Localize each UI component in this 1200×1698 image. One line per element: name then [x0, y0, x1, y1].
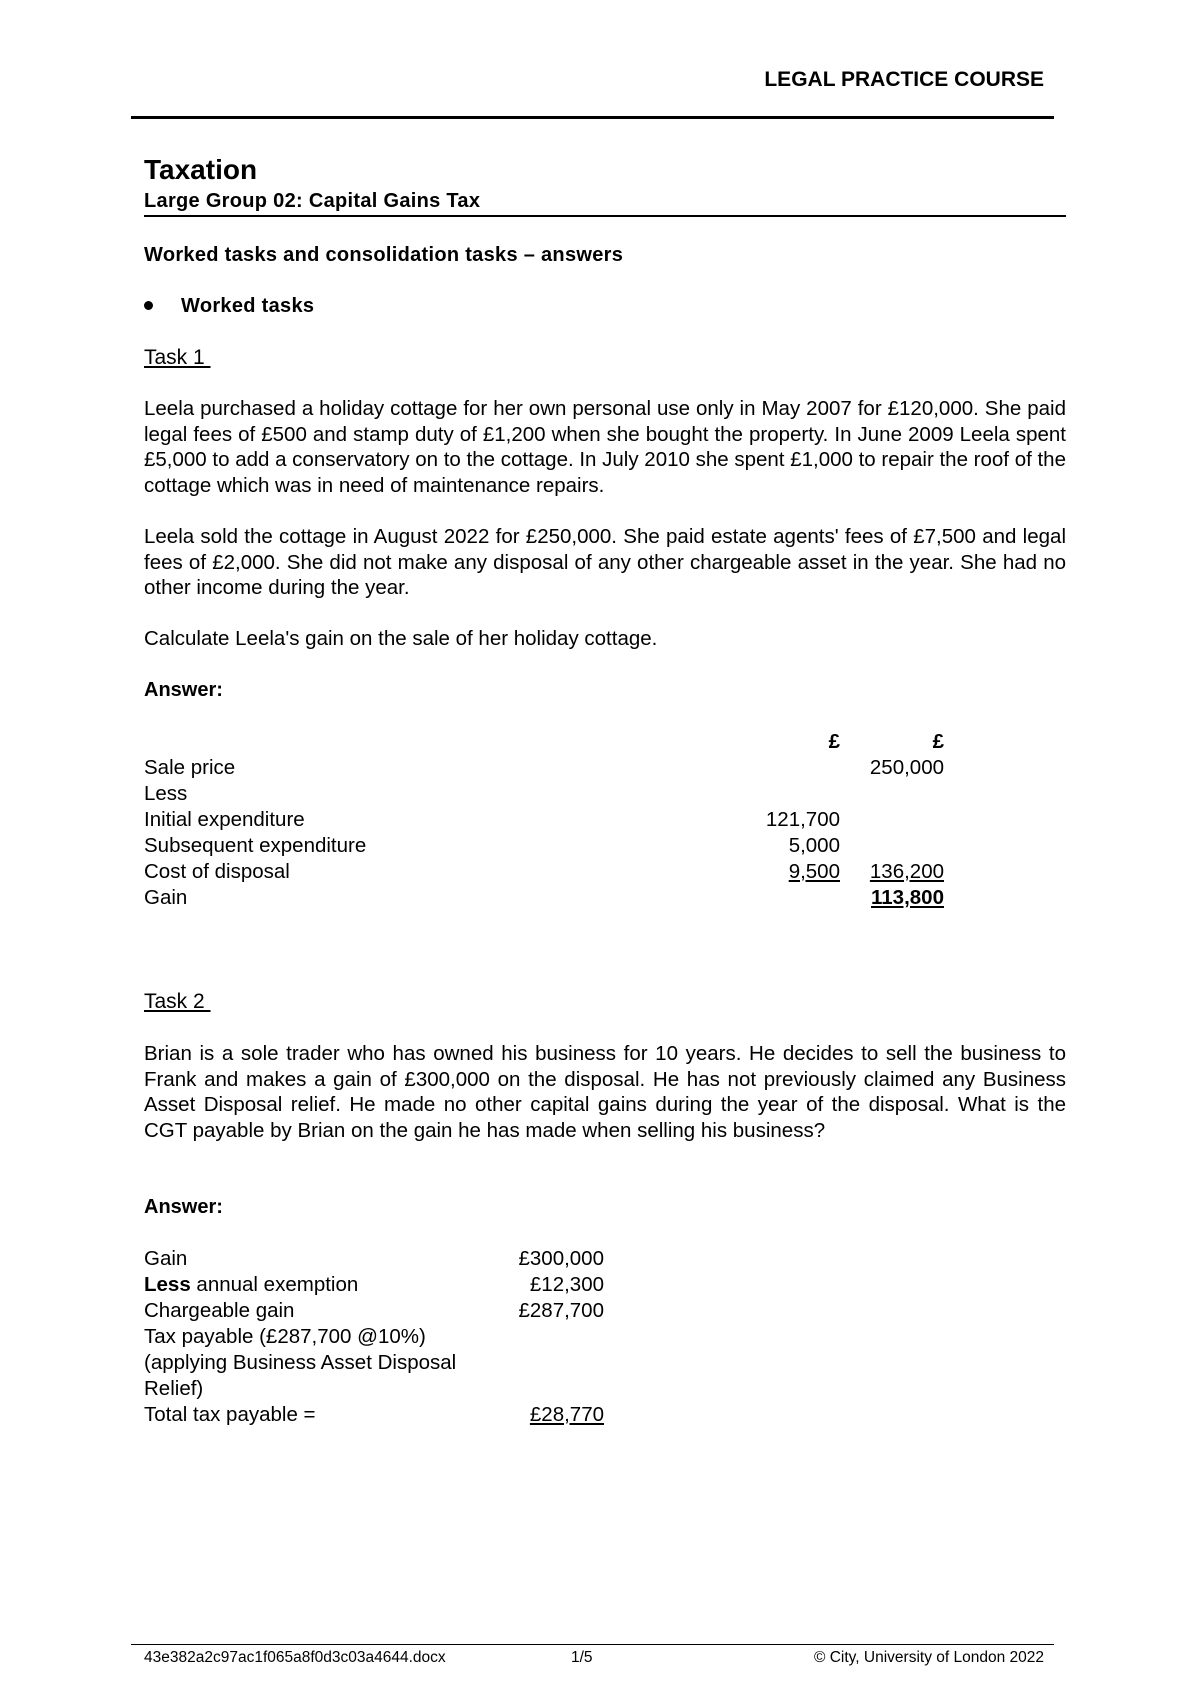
footer-page-number: 1/5 — [571, 1649, 593, 1666]
task1-question: Calculate Leela's gain on the sale of her holiday cottage. — [144, 627, 658, 650]
calc-label: Tax payable (£287,700 @10%) — [144, 1325, 426, 1348]
table-row — [144, 782, 944, 808]
row-label: Gain — [144, 886, 188, 909]
row-label: Sale price — [144, 756, 236, 779]
row-label: Initial expenditure — [144, 808, 305, 831]
total-tax-value: £28,770 — [529, 1403, 604, 1426]
row-label: Cost of disposal — [144, 860, 290, 883]
row-value-col2: 136,200 — [869, 860, 944, 883]
row-label: Less — [144, 782, 188, 805]
task2-paragraph: Brian is a sole trader who has owned his business for 10 years. He decides to sell the business to Frank and makes a gain of £300,000 on the disposal. He has not previously claimed any Business Asset Disposal relief. He made no other capital gains during the year of the disposal. What is the CGT payable by Brian on the gain he has made when selling his business? — [144, 1042, 1066, 1142]
footer-divider — [131, 1644, 1054, 1645]
task2-title: Task 2 — [144, 990, 211, 1013]
calc-label: annual exemption — [190, 1273, 359, 1296]
calc-label: Chargeable gain — [144, 1299, 295, 1322]
gain-total: 113,800 — [871, 886, 944, 909]
subtitle-divider — [144, 215, 1066, 217]
task1-paragraph-1: Leela purchased a holiday cottage for her own personal use only in May 2007 for £120,000. She paid legal fees of £500 and stamp duty of £1,200 when she bought the property. In June 2009 Leela spent £5,000 to add a conservatory on to the cottage. In July 2010 she spent £1,000 to repair the roof of the cottage which was in need of maintenance repairs. — [144, 397, 1066, 497]
row-label: Subsequent expenditure — [144, 834, 367, 857]
task1-title: Task 1 — [144, 346, 211, 369]
table-row-total — [144, 886, 944, 912]
calc-label: Relief) — [144, 1377, 204, 1400]
header-divider — [131, 116, 1054, 119]
bullet-icon — [144, 301, 153, 310]
task2-answer-label: Answer: — [144, 1196, 223, 1218]
calc-value: £287,700 — [518, 1299, 604, 1322]
row-value-col1: 9,500 — [788, 860, 840, 883]
page-subtitle: Large Group 02: Capital Gains Tax — [144, 190, 481, 212]
table-row — [144, 834, 944, 860]
section-heading: Worked tasks and consolidation tasks – answers — [144, 244, 624, 266]
footer-copyright: © City, University of London 2022 — [814, 1649, 1044, 1666]
row-value-col1: 121,700 — [765, 808, 840, 831]
col1-header: £ — [828, 730, 840, 753]
footer-filename: 43e382a2c97ac1f065a8f0d3c03a4644.docx — [144, 1649, 446, 1666]
less-keyword: Less — [144, 1273, 191, 1296]
table-header-row — [144, 730, 944, 756]
course-header: LEGAL PRACTICE COURSE — [764, 68, 1044, 91]
table-row — [144, 756, 944, 782]
task1-paragraph-2: Leela sold the cottage in August 2022 for £250,000. She paid estate agents' fees of £7,500 and legal fees of £2,000. She did not make any disposal of any other chargeable asset in the year. She had no other income during the year. — [144, 525, 1066, 599]
calc-label: Gain — [144, 1247, 188, 1270]
row-value-col2: 250,000 — [869, 756, 944, 779]
calc-value: £12,300 — [529, 1273, 604, 1296]
row-value-col1: 5,000 — [788, 834, 840, 857]
bullet-label: Worked tasks — [181, 295, 315, 317]
task1-answer-label: Answer: — [144, 679, 223, 701]
page-title: Taxation — [144, 154, 258, 185]
table-row — [144, 860, 944, 886]
calc-label: Total tax payable = — [144, 1403, 316, 1426]
col2-header: £ — [932, 730, 944, 753]
calc-label: (applying Business Asset Disposal — [144, 1351, 457, 1374]
calc-value: £300,000 — [518, 1247, 604, 1270]
table-row — [144, 808, 944, 834]
